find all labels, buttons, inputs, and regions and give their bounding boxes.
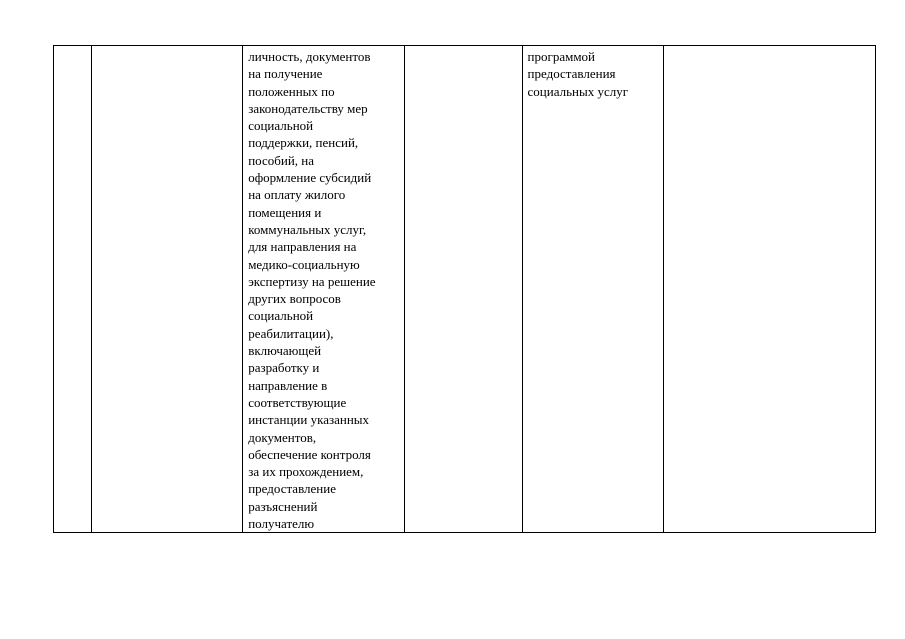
table-cell-conditions [522, 46, 663, 533]
cell-text: программой предоставления социальных услуг [527, 49, 629, 99]
table-cell-service-name [92, 46, 243, 533]
table-cell-service-description [243, 46, 405, 533]
table-row [54, 46, 876, 533]
document-table [53, 45, 876, 533]
table-cell-column-4 [405, 46, 522, 533]
table-cell-number [54, 46, 92, 533]
table-cell-column-6 [663, 46, 875, 533]
cell-text: личность, документов на получение положенных по законодательству мер социальной поддержки, пенсий, пособий, на оформление субсидий на оплату жилого помещения и коммунальных услуг, для направления на медико-социальную экспертизу на решение других вопросов социальной реабилитации), включающей разработку и направление в соответствующие инстанции указанных документов, обеспечение контроля за их прохождением, предоставление разъяснений получателю [248, 49, 376, 532]
